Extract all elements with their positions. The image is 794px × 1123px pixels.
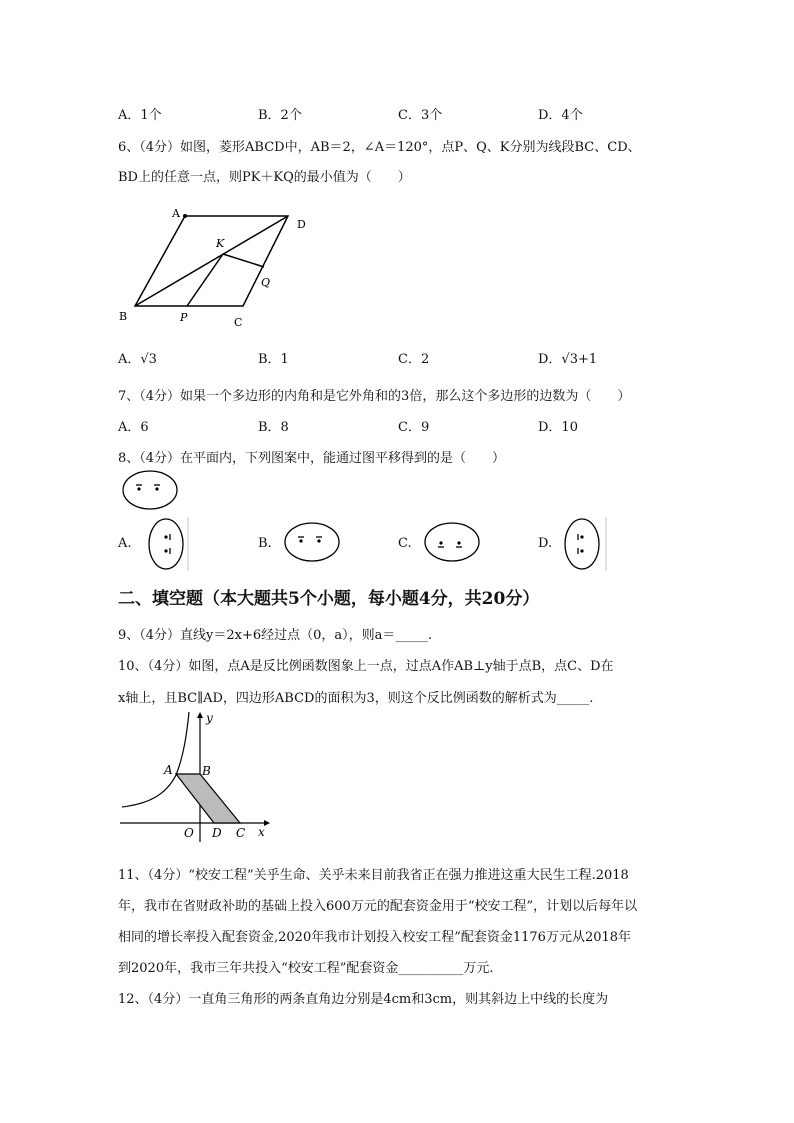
q11-text-line3: 相同的增长率投入配套资金,2020年我市计划投入校安工程”配套资金1176万元从2018年 [118,930,632,945]
rhombus-figure [110,200,330,335]
q6-text-line1: 6、（4分）如图，菱形ABCD中，AB＝2，∠A＝120°，点P、Q、K分别为线段BC、CD、 [118,140,641,155]
section-heading: 二、填空题（本大题共5个小题，每小题4分，共20分） [118,589,540,609]
q10-text-line1: 10、（4分）如图，点A是反比例函数图象上一点，过点A作AB⊥y轴于点B，点C、D在 [118,659,614,674]
label-q: Q [261,276,271,289]
reciprocal-function-figure [118,710,278,845]
q10-text-line2: x轴上，且BC∥AD，四边形ABCD的面积为3，则这个反比例函数的解析式为_____. [118,691,594,706]
parallelogram-abcd [176,774,240,823]
label-p: P [180,311,188,324]
y-axis-arrow [197,712,203,718]
label-c: C [234,316,243,329]
q5-option-d: D．4个 [538,108,583,123]
hyperbola-curve [122,712,189,807]
segment-pk [187,254,223,306]
q7-option-a: A．6 [118,420,149,435]
label-y: y [206,711,213,725]
label-b: B [119,310,128,323]
label-k: K [216,237,225,250]
q8-option-c-face [420,520,484,564]
label-c: C [236,826,246,840]
q6-text-line2: BD上的任意一点，则PK＋KQ的最小值为（ ） [118,170,411,185]
x-axis-arrow [264,820,270,826]
q6-option-a: A．√3 [118,352,157,367]
q11-text-line2: 年，我市在省财政补助的基础上投入600万元的配套资金用于“校安工程”，计划以后每年以 [118,899,638,914]
label-a: A [164,763,173,777]
q12-text: 12、（4分）一直角三角形的两条直角边分别是4cm和3cm，则其斜边上中线的长度为 [118,992,609,1007]
label-x: x [258,825,265,839]
q11-text-line4: 到2020年，我市三年共投入“校安工程”配套资金__________万元. [118,961,494,976]
q5-option-c: C．3个 [398,108,443,123]
label-d: D [212,826,222,840]
q5-option-a: A．1个 [118,108,162,123]
label-b: B [202,764,211,778]
q7-option-d: D．10 [538,420,578,435]
q9-text: 9、（4分）直线y＝2x+6经过点（0，a），则a＝_____. [118,628,433,643]
q7-text: 7、（4分）如果一个多边形的内角和是它外角和的3倍，那么这个多边形的边数为（ ） [118,389,631,404]
q8-option-a-face [140,515,194,573]
q5-option-b: B．2个 [258,108,302,123]
point-a [183,214,187,218]
q8-option-d-face [558,515,612,573]
segment-kq [223,254,264,267]
q8-text: 8、（4分）在平面内，下列图案中，能通过图平移得到的是（ ） [118,451,506,466]
label-d: D [297,218,306,231]
q7-option-c: C．9 [398,420,430,435]
label-o: O [184,826,194,840]
q7-option-b: B．8 [258,420,289,435]
q8-option-a-label: A. [118,536,132,551]
q8-option-d-label: D. [538,536,553,551]
q6-option-d: D．√3+1 [538,352,598,367]
q8-reference-face [118,468,182,512]
q8-option-b-label: B. [258,536,272,551]
q6-option-c: C．2 [398,352,430,367]
q6-option-b: B．1 [258,352,289,367]
q8-option-c-label: C. [398,536,412,551]
q11-text-line1: 11、（4分）“校安工程”关乎生命、关乎未来目前我省正在强力推进这重大民生工程.2018 [118,868,629,883]
q8-option-b-face [280,520,344,564]
label-a: A [172,207,180,220]
